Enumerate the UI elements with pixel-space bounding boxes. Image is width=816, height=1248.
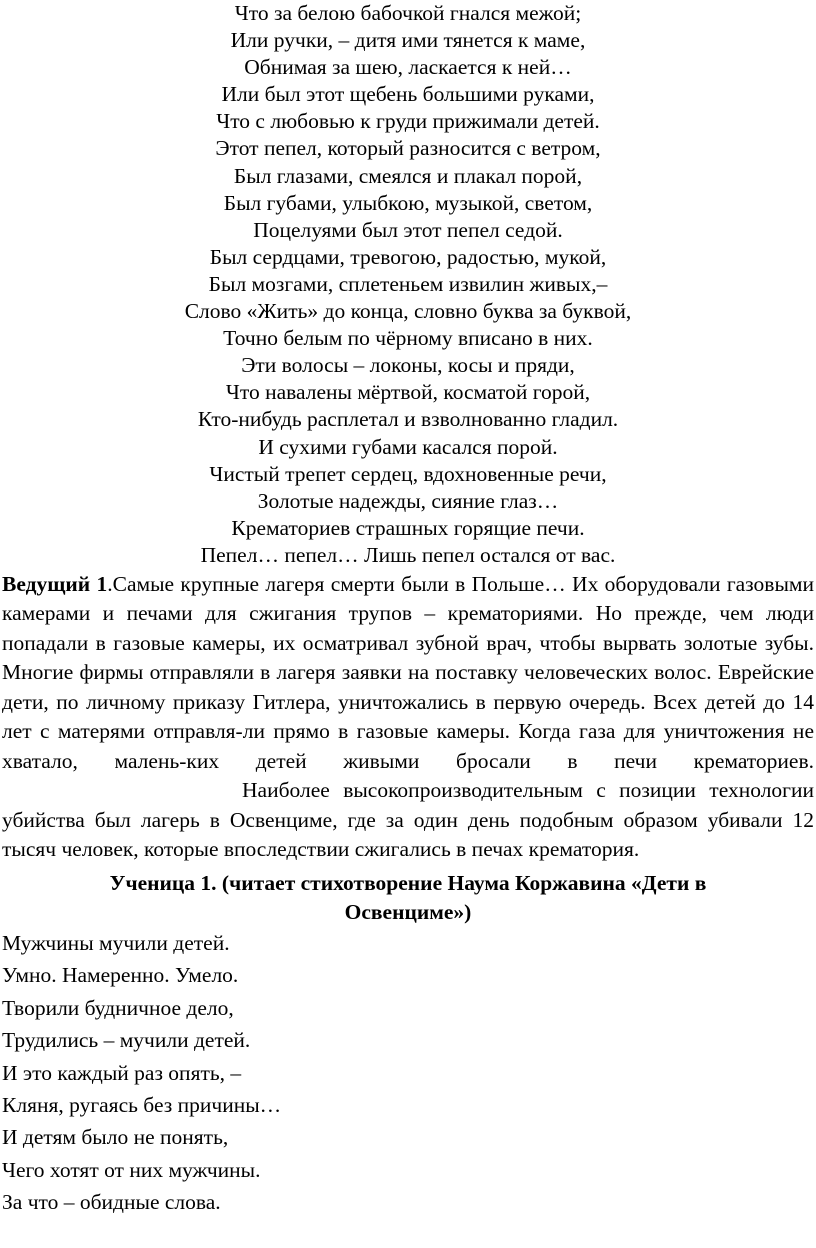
poem-line: Поцелуями был этот пепел седой. xyxy=(253,217,563,242)
poem-line: Мужчины мучили детей. xyxy=(2,930,230,955)
poem-line: И это каждый раз опять, – xyxy=(2,1060,242,1085)
poem-line: Чего хотят от них мужчины. xyxy=(2,1157,261,1182)
poem-line: Что навалены мёртвой, косматой горой, xyxy=(225,380,591,405)
poem-line: Что с любовью к груди прижимали детей. xyxy=(216,109,600,134)
poem-line: И детям было не понять, xyxy=(2,1125,229,1150)
speaker-name: Ведущий 1 xyxy=(2,571,108,596)
speaker-text-continued: Наиболее высокопроизводительным с позиции технологии убийства был лагерь в Освенциме, где за один день подобным образом убивали 12 тысяч человек, которые впоследствии сжигались в печах крематория. xyxy=(2,778,814,862)
poem-line: Кто-нибудь расплетал и взволнованно гладил. xyxy=(197,407,619,432)
section-heading: Ученица 1. (читает стихотворение Наума Коржавина «Дети в Освенциме») xyxy=(109,870,707,924)
speaker-paragraph xyxy=(2,569,814,865)
poem-line: Творили будничное дело, xyxy=(2,995,234,1020)
poem-line: Золотые надежды, сияние глаз… xyxy=(257,488,559,513)
poem-line: Был губами, улыбкою, музыкой, светом, xyxy=(223,190,593,215)
poem-line: Кляня, ругаясь без причины… xyxy=(2,1092,282,1117)
poem-line: Умно. Намеренно. Умело. xyxy=(2,963,239,988)
poem-line: Этот пепел, который разносится с ветром, xyxy=(215,136,601,161)
poem-line: Слово «Жить» до конца, словно буква за буквой, xyxy=(184,299,632,324)
poem-line: Крематориев страшных горящие печи. xyxy=(231,515,585,540)
poem-line: Чистый трепет сердец, вдохновенные речи, xyxy=(209,461,607,486)
poem-line: Пепел… пепел… Лишь пепел остался от вас. xyxy=(200,542,616,567)
poem-line: Был сердцами, тревогою, радостью, мукой, xyxy=(209,244,607,269)
poem-line: Был глазами, смеялся и плакал порой, xyxy=(233,163,583,188)
poem-line: Точно белым по чёрному вписано в них. xyxy=(223,326,593,351)
poem-top xyxy=(2,0,814,569)
poem-line: Что за белою бабочкой гнался межой; xyxy=(234,1,582,25)
poem-line: И сухими губами касался порой. xyxy=(258,434,558,459)
poem-bottom xyxy=(2,927,814,1219)
poem-line: Эти волосы – локоны, косы и пряди, xyxy=(241,353,575,378)
poem-line: Или ручки, – дитя ими тянется к маме, xyxy=(230,28,586,53)
poem-line: Трудились – мучили детей. xyxy=(2,1028,251,1053)
poem-line: Был мозгами, сплетеньем извилин живых,– xyxy=(208,271,608,296)
speaker-text: .Самые крупные лагеря смерти были в Польше… Их оборудовали газовыми камерами и печами для сжигания трупов – крематориями. Но прежде, чем люди попадали в газовые камеры, их осматривал зубной врач, чтобы вырвать золотые зубы. Многие фирмы отправляли в лагеря заявки на поставку человеческих волос. Еврейские дети, по личному приказу Гитлера, уничтожались в первую очередь. Всех детей до 14 лет с матерями отправля-ли прямо в газовые камеры. Когда газа для уничтожения не хватало, малень-ких детей живыми бросали в печи крематориев. xyxy=(2,571,815,773)
poem-line: За что – обидные слова. xyxy=(2,1190,221,1215)
poem-line: Обнимая за шею, ласкается к ней… xyxy=(244,55,572,80)
poem-line: Или был этот щебень большими руками, xyxy=(221,82,595,107)
